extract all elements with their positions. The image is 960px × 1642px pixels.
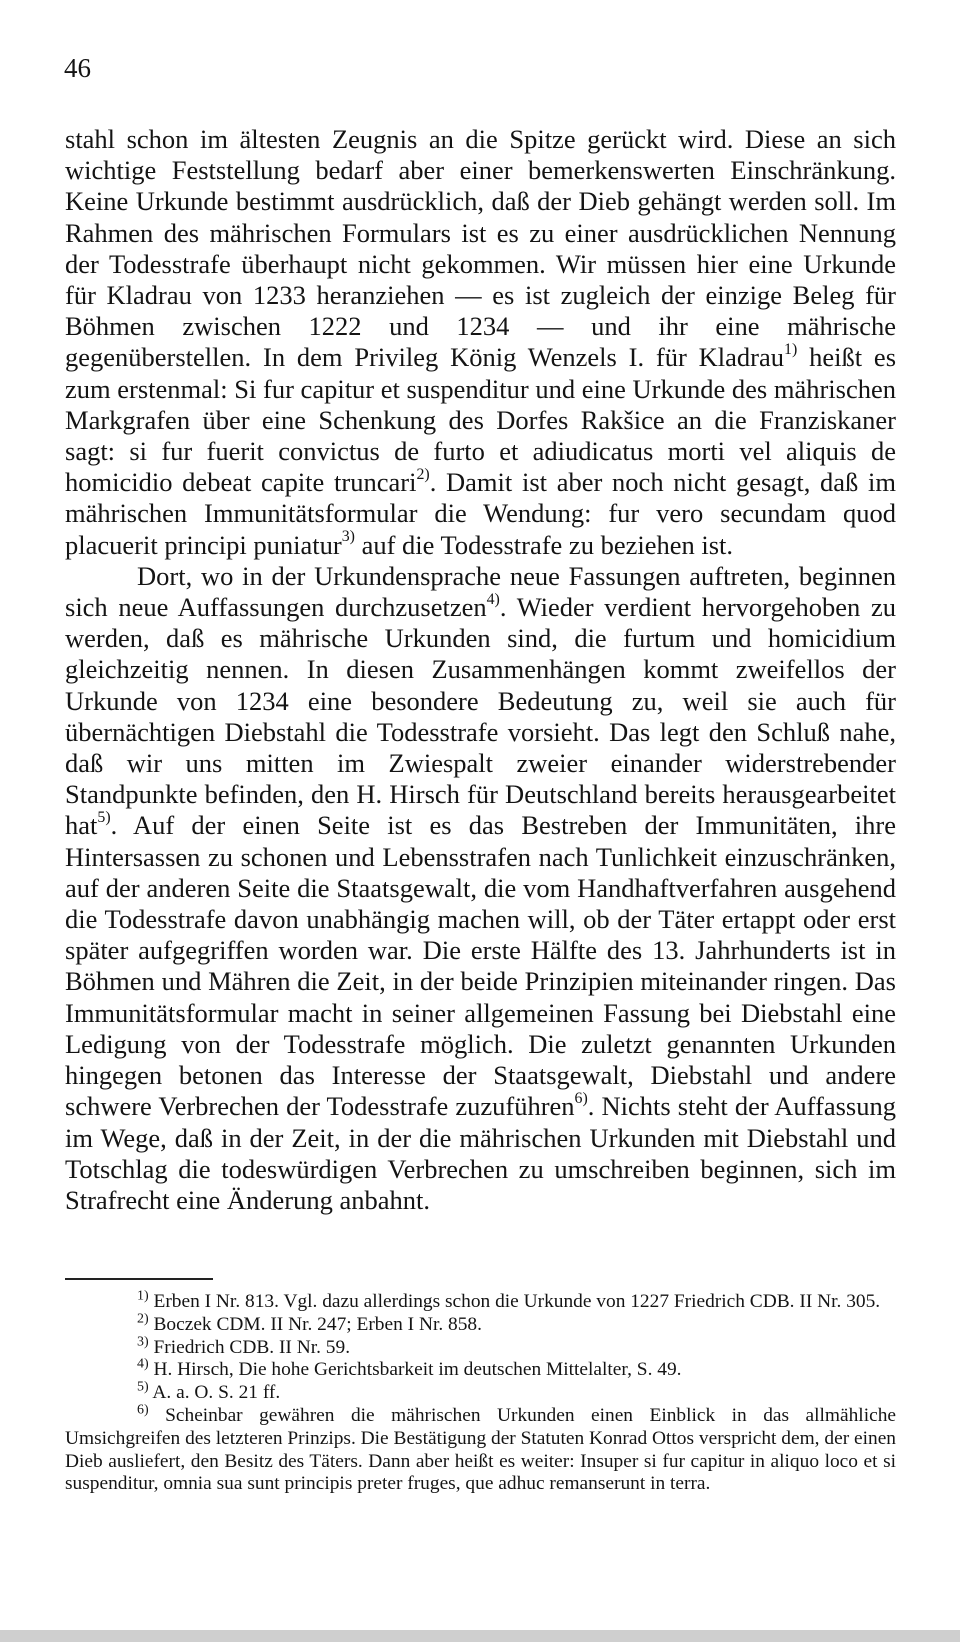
footnote-ref-4: 4)	[486, 590, 500, 608]
footnote-1-text: Erben I Nr. 813. Vgl. dazu allerdings schon die Urkunde von 1227 Friedrich CDB. II Nr. 305.	[148, 1291, 881, 1312]
paragraph-1-text-d: auf die Todesstrafe zu beziehen ist.	[354, 529, 734, 560]
paragraph-1-text-a: stahl schon im ältesten Zeugnis an die Spitze gerückt wird. Diese an sich wichtige Feststellung bedarf aber einer bemerkenswerten Einschränkung. Keine Urkunde bestimmt ausdrücklich, daß der Dieb gehängt werden soll. Im Rahmen des mährischen Formulars ist es zu einer ausdrücklichen Nennung der Todesstrafe überhaupt nicht gekommen. Wir müssen hier eine Urkunde für Kladrau von 1233 heranziehen — es ist zugleich der einzige Beleg für Böhmen zwischen 1222 und 1234 — und ihr eine mährische gegenüberstellen. In dem Privileg König Wenzels I. für Kladrau	[65, 124, 896, 373]
footnote-4	[65, 1356, 896, 1382]
footnote-6-mark: 6)	[137, 1402, 149, 1418]
footnote-3-text: Friedrich CDB. II Nr. 59.	[148, 1336, 351, 1358]
footnote-ref-3: 3)	[341, 528, 355, 546]
footnote-ref-2: 2)	[416, 466, 430, 484]
footnote-4-text: H. Hirsch, Die hohe Gerichtsbarkeit im deutschen Mittelalter, S. 49.	[148, 1359, 682, 1381]
paragraph-2-text-b: . Wieder verdient hervorgehoben zu werden, daß es mährische Urkunden sind, die furtum und homicidium gleichzeitig nennen. In diesen Zusammenhängen kommt zweifellos der Urkunde von 1234 eine besondere Bedeutung zu, weil sie auch für übernächtigen Diebstahl die Todesstrafe vorsieht. Das legt den Schluß nahe, daß wir uns mitten im Zwiespalt zweier einander widerstrebender Standpunkte befinden, den H. Hirsch für Deutschland bereits herausgearbeitet hat	[65, 592, 896, 841]
footnote-5	[65, 1379, 896, 1405]
footnote-5-mark: 5)	[137, 1379, 149, 1395]
footnote-3	[65, 1334, 896, 1360]
paragraph-1	[65, 124, 896, 561]
footnote-2-text: Boczek CDM. II Nr. 247; Erben I Nr. 858.	[148, 1313, 482, 1335]
footnote-4-mark: 4)	[137, 1356, 149, 1372]
footnote-ref-1: 1)	[784, 341, 798, 359]
footnote-ref-5: 5)	[97, 809, 111, 827]
paragraph-2-text-a: Dort, wo in der Urkundensprache neue Fassungen auftreten, beginnen sich neue Auffassungen durchzusetzen	[65, 560, 896, 623]
footnote-5-text: A. a. O. S. 21 ff.	[148, 1382, 281, 1404]
footnote-2	[65, 1311, 896, 1337]
footnote-divider	[65, 1278, 213, 1280]
main-text	[65, 124, 896, 1216]
paragraph-1-text-c: . Damit ist aber noch nicht gesagt, daß im mährischen Immunitätsformular die Wendung: fur vero secundam quod placuerit principi puniatur	[65, 467, 896, 560]
paragraph-2-text-d: . Nichts steht der Auffassung im Wege, daß in der Zeit, in der die mährischen Urkunden mit Diebstahl und Totschlag die todeswürdigen Verbrechen zu umschreiben beginnen, sich im Strafrecht eine Änderung anbahnt.	[65, 1091, 896, 1215]
footnote-ref-6: 6)	[574, 1090, 588, 1108]
footnote-1-mark: 1)	[137, 1288, 149, 1304]
paragraph-2-text-c: . Auf der einen Seite ist es das Bestreben der Immunitäten, ihre Hintersassen zu schonen und Lebensstrafen nach Tunlichkeit einzuschränken, auf der anderen Seite die Staatsgewalt, die vom Handhaftverfahren ausgehend die Todesstrafe davon unabhängig machen will, ob der Täter ertappt oder erst später aufgegriffen worden war. Die erste Hälfte des 13. Jahrhunderts ist in Böhmen und Mähren die Zeit, in der beide Prinzipien miteinander ringen. Das Immunitätsformular macht in seiner allgemeinen Fassung bei Diebstahl eine Ledigung von der Todesstrafe möglich. Die zuletzt genannten Urkunden hingegen betonen das Interesse der Staatsgewalt, Diebstahl und andere schwere Verbrechen der Todesstrafe zuzuführen	[65, 810, 896, 1122]
scan-bottom-edge	[0, 1630, 960, 1642]
footnote-2-mark: 2)	[137, 1311, 149, 1327]
paragraph-2	[65, 561, 896, 1216]
paragraph-1-text-b: heißt es zum erstenmal: Si fur capitur et suspenditur und eine Urkunde des mährischen Markgrafen über eine Schenkung des Dorfes Rakšice an die Franziskaner sagt: si fur fuerit convictus de furto et adiudicatus morti vel aliquis de homicidio debeat capite truncari	[65, 342, 897, 498]
footnote-1	[65, 1288, 896, 1314]
footnote-6-text: Scheinbar gewähren die mährischen Urkunden einen Einblick in das allmähliche Umsichgreifen des letzteren Prinzips. Die Bestätigung der Statuten Konrad Ottos verspricht dem, der einen Dieb ausliefert, den Besitz des Täters. Dann aber heißt es weiter: Insuper si fur capitur in aliquo loco et si suspenditur, omnia sua sunt principis preter fruges, que adhuc remanserunt in terra.	[65, 1404, 896, 1495]
footnote-3-mark: 3)	[137, 1334, 149, 1350]
footnotes	[65, 1288, 896, 1496]
footnote-6	[65, 1402, 896, 1496]
page-number: 46	[64, 53, 91, 83]
